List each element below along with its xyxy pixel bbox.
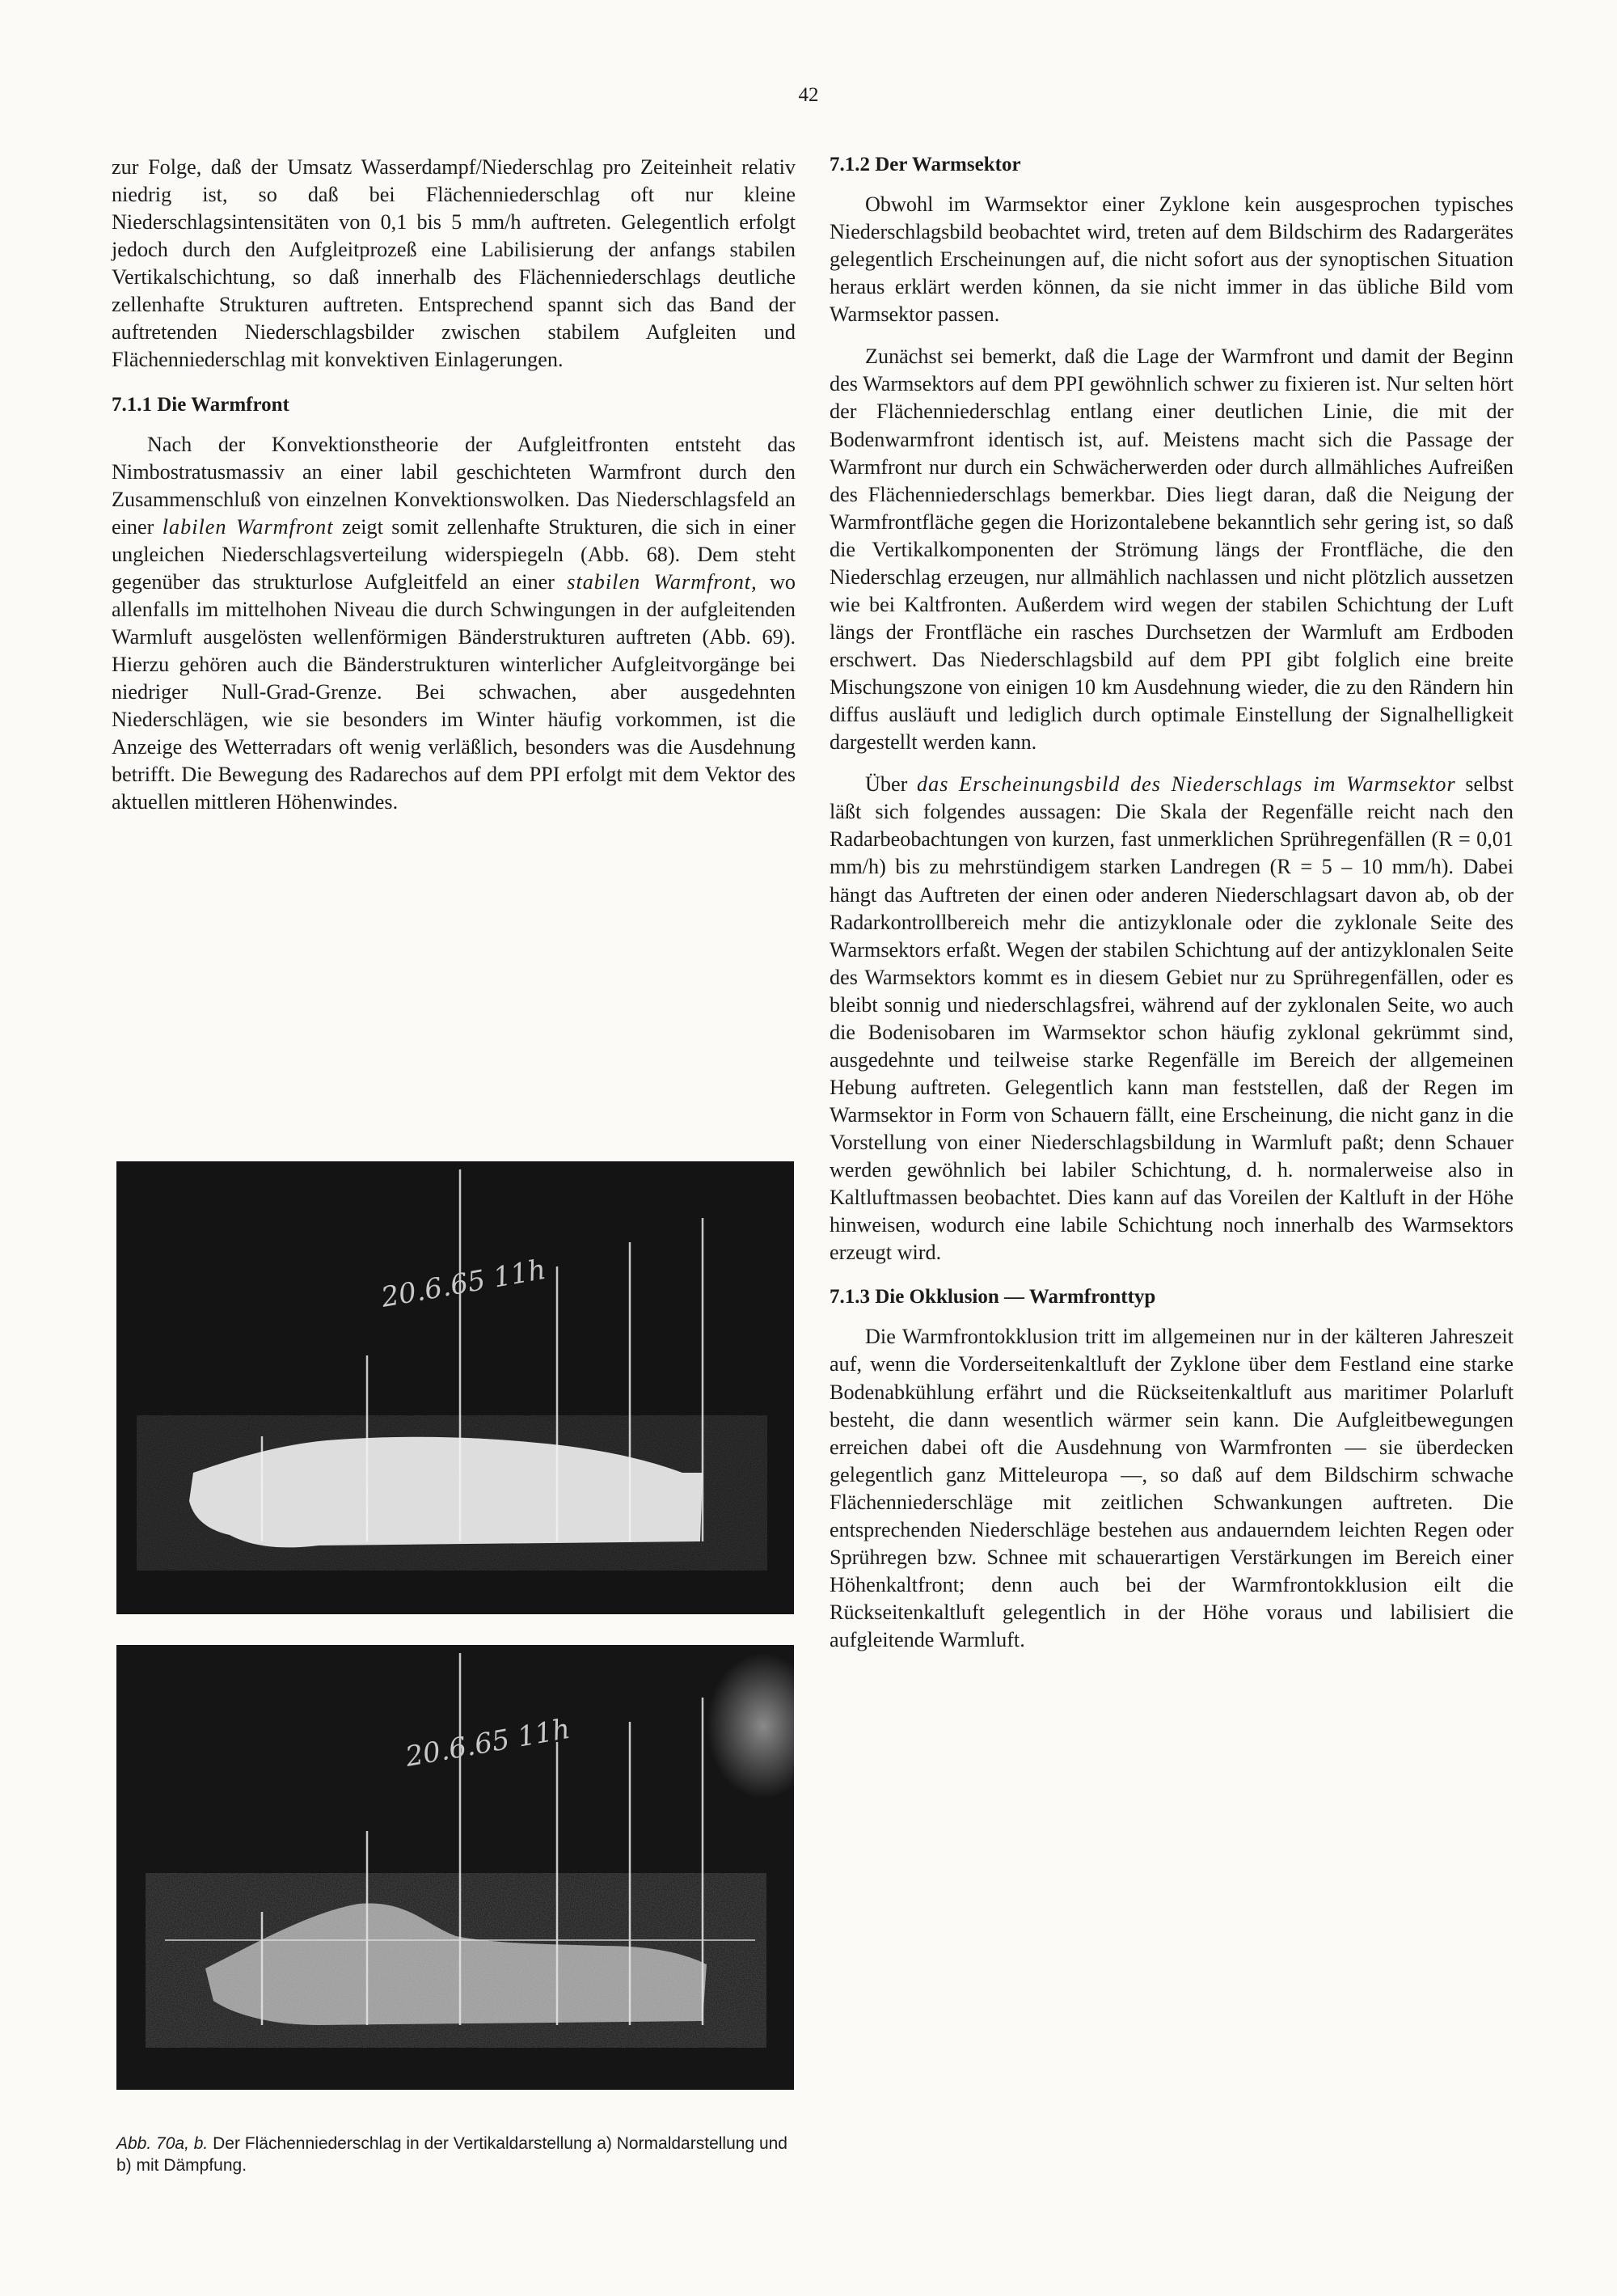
paragraph: Zunächst sei bemerkt, daß die Lage der Warmfront und damit der Beginn des Warmsektors auf dem PPI gewöhnlich schwer zu fixieren ist. Nur selten hört der Flächenniederschlag entlang einer deutlichen Linie, die mit der Bodenwarmfront identisch ist, auf. Meistens macht sich die Passage der Warmfront nur durch ein Schwächerwerden oder durch allmähliches Aufreißen des Flächenniederschlags bemerkbar. Dies liegt daran, daß die Neigung der Warmfrontfläche gegen die Horizontalebene bekanntlich sehr gering ist, so daß die Vertikalkomponenten der Strömung längs der Frontfläche, die den Niederschlag erzeugen, nur allmählich nachlassen und nicht plötzlich aussetzen wie bei Kaltfronten. Außerdem wird wegen der stabilen Schichtung der Luft längs der Frontfläche ein rasches Durchsetzen der Warmluft am Erdboden erschwert. Das Niederschlagsbild auf dem PPI gibt folglich eine breite Mischungszone von einigen 10 km Ausdehnung wieder, die zu den Rändern hin diffus ausläuft und lediglich durch optimale Einstellung der Signalhelligkeit dargestellt werden kann. — [830, 345, 1514, 755]
section-heading-okklusion: 7.1.3 Die Okklusion — Warmfronttyp — [830, 1286, 1156, 1309]
paragraph: Nach der Konvektionstheorie der Aufgleitfronten entsteht das Nimbostratusmassiv an einer labil geschichteten Warmfront durch den Zusammenschluß von einzelnen Konvektionswolken. Das Niederschlagsfeld an einer labilen Warmfront zeigt somit zellenhafte Strukturen, die sich in einer ungleichen Niederschlagsverteilung widerspiegeln (Abb. 68). Dem steht gegenüber das strukturlose Aufgleitfeld an einer stabilen Warmfront, wo allenfalls im mittelhohen Niveau die durch Schwingungen in der aufgleitenden Warmluft ausgelösten wellenförmigen Bänderstrukturen auftreten (Abb. 69). Hierzu gehören auch die Bänderstrukturen winterlicher Aufgleitvorgänge bei niedriger Null-Grad-Grenze. Bei schwachen, aber ausgedehnten Niederschlägen, wie sie besonders im Winter häufig vorkommen, ist die Anzeige des Wetterradars oft wenig verläßlich, besonders was die Ausdehnung betrifft. Die Bewegung des Radarechos auf dem PPI erfolgt mit dem Vektor des aktuellen mittleren Höhenwindes. — [112, 432, 796, 814]
paragraph: Die Warmfrontokklusion tritt im allgemeinen nur in der kälteren Jahreszeit auf, wenn die Vorderseitenkaltluft der Zyklone über dem Festland eine starke Bodenabkühlung erfährt und die Rückseitenkaltluft aus maritimer Polarluft besteht, die dann wesentlich wärmer sein kann. Die Aufgleitbewegungen erreichen dabei oft die Ausdehnung von Warmfronten — sie überdecken gelegentlich ganz Mitteleuropa —, so daß auf dem Bildschirm schwache Flächenniederschläge mit zeitlichen Schwankungen auftreten. Die entsprechenden Niederschläge bestehen aus andauerndem leichten Regen oder Sprühregen bzw. Schnee mit schauerartigen Verstärkungen im Bereich einer Höhenkaltfront; denn auch bei der Warmfrontokklusion eilt die Rückseitenkaltluft gelegentlich in der Höhe voraus und labilisiert die aufgleitende Warmluft. — [830, 1325, 1514, 1652]
photo-handwriting: 20.6.65 11h — [403, 1712, 573, 1774]
paragraph: Obwohl im Warmsektor einer Zyklone kein ausgesprochen typisches Niederschlagsbild beobachtet wird, treten auf dem Bildschirm des Radargerätes gelegentlich Erscheinungen auf, die nicht sofort aus der synoptischen Situation heraus erklärt werden können, da sie nicht immer in das übliche Bild vom Warmsektor passen. — [830, 192, 1514, 327]
radar-echo-damped — [116, 1645, 794, 2090]
radar-photo-a — [116, 1161, 794, 1614]
caption-text: Der Flächenniederschlag in der Vertikaldarstellung a) Normaldarstellung und b) mit Dämpfung. — [116, 2134, 787, 2175]
photo-handwriting: 20.6.65 11h — [378, 1253, 549, 1314]
emphasis: das Erscheinungsbild des Niederschlags im Warmsektor — [917, 772, 1456, 797]
emphasis: labilen Warmfront — [162, 514, 334, 539]
section-heading-warmfront: 7.1.1 Die Warmfront — [112, 393, 289, 416]
caption-label: Abb. 70a, b. — [116, 2134, 209, 2153]
section-heading-warmsektor: 7.1.2 Der Warmsektor — [830, 154, 1021, 175]
figure-70 — [116, 1161, 794, 2090]
radar-echo-normal — [116, 1161, 794, 1614]
left-column — [112, 154, 796, 831]
paragraph: Über das Erscheinungsbild des Niederschlags im Warmsektor selbst läßt sich folgendes aussagen: Die Skala der Regenfälle reicht nach den Radarbeobachtungen von kurzen, fast unmerklichen Sprühregenfällen (R = 0,01 mm/h) bis zu mehrstündigem starken Landregen (R = 5 – 10 mm/h). Dabei hängt das Auftreten der einen oder anderen Niederschlagsart davon ab, ob der Radarkontrollbereich mehr die antizyklonale oder die zyklonale Seite des Warmsektors erfaßt. Wegen der stabilen Schichtung auf der antizyklonalen Seite des Warmsektors kommt es in diesem Gebiet nur zu Sprühregenfällen, oder es bleibt sonnig und niederschlagsfrei, während auf der zyklonalen Seite, wo auch die Bodenisobaren im Warmsektor schon häufig zyklonal gekrümmt sind, ausgedehnte und teilweise starke Regenfälle im Bereich der allgemeinen Hebung auftreten. Gelegentlich kann man feststellen, daß der Regen im Warmsektor in Form von Schauern fällt, eine Erscheinung, die nicht ganz in die Vorstellung von einer Niederschlagsbildung in Warmluft paßt; denn Schauer werden gewöhnlich bei labiler Schichtung, d. h. normalerweise also in Kaltluftmassen beobachtet. Dies kann auf das Voreilen der Kaltluft in der Höhe hinweisen, wodurch eine labile Schichtung noch innerhalb des Warmsektors erzeugt wird. — [830, 772, 1514, 1265]
emphasis: stabilen Warmfront, — [567, 569, 758, 594]
right-column — [830, 154, 1514, 1668]
page-number: 42 — [798, 84, 819, 106]
radar-photo-b — [116, 1645, 794, 2090]
paragraph: zur Folge, daß der Umsatz Wasserdampf/Niederschlag pro Zeiteinheit relativ niedrig ist, so daß bei Flächenniederschlag oft nur kleine Niederschlagsintensitäten von 0,1 bis 5 mm/h auftreten. Gelegentlich erfolgt jedoch durch den Aufgleitprozeß eine Labilisierung der anfangs stabilen Vertikalschichtung, so daß innerhalb des Flächenniederschlags deutliche zellenhafte Strukturen auftreten. Entsprechend spannt sich das Band der auftretenden Niederschlagsbilder zwischen stabilem Aufgleiten und Flächenniederschlag mit konvektiven Einlagerungen. — [112, 155, 796, 372]
figure-caption — [116, 2133, 800, 2177]
